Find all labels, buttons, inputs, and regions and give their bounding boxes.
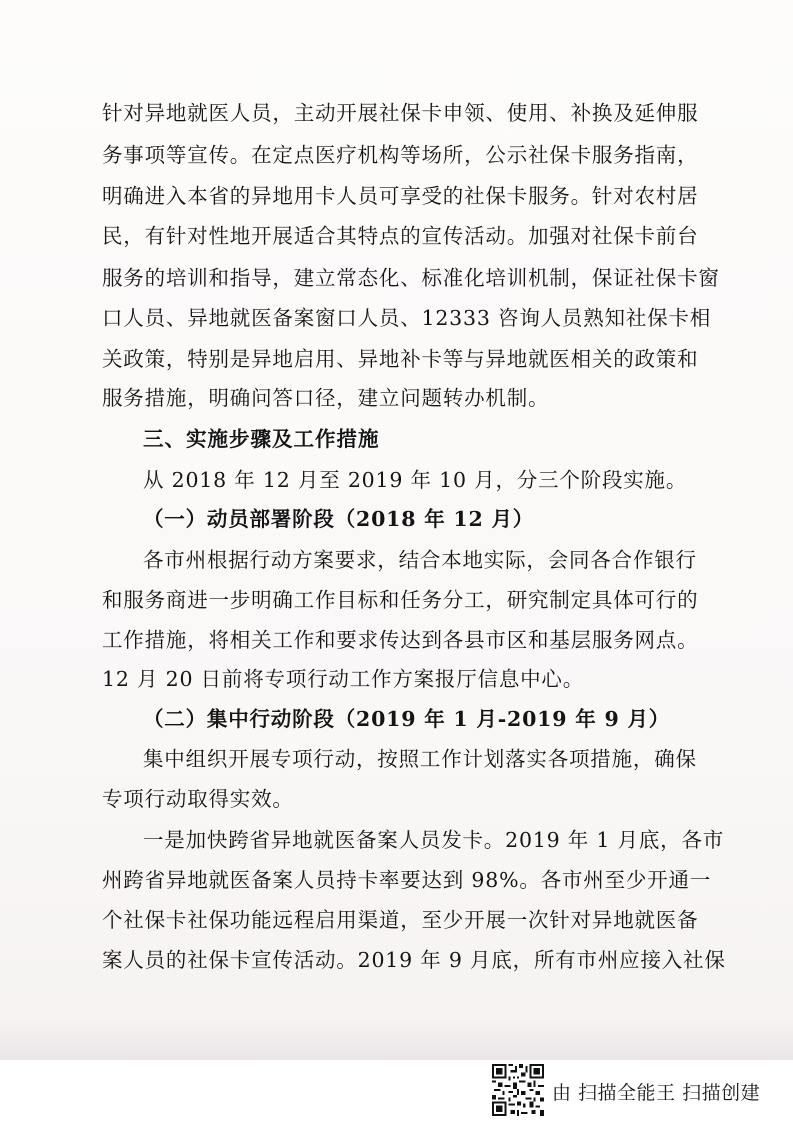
text-line-1: 针对异地就医人员，主动开展社保卡申领、使用、补换及延伸服 [102, 101, 699, 125]
text-line-21: 个社保卡社保功能远程启用渠道，至少开展一次针对异地就医备 [102, 908, 699, 932]
text-line-15: 12 月 20 日前将专项行动工作方案报厅信息中心。 [102, 667, 585, 691]
text-line-2: 务事项等宣传。在定点医疗机构等场所，公示社保卡服务指南， [102, 143, 699, 167]
text-line-22: 案人员的社保卡宣传活动。2019 年 9 月底，所有市州应接入社保 [102, 948, 726, 972]
text-line-7: 关政策，特别是异地启用、异地补卡等与异地就医相关的政策和 [102, 347, 699, 371]
text-line-6: 口人员、异地就医备案窗口人员、12333 咨询人员熟知社保卡相 [102, 306, 712, 330]
text-line-10: 从 2018 年 12 月至 2019 年 10 月，分三个阶段实施。 [143, 468, 688, 492]
subheading-phase-2: （二）集中行动阶段（2019 年 1 月-2019 年 9 月） [143, 707, 671, 731]
scan-shadow [0, 1020, 793, 1060]
text-line-3: 明确进入本省的异地用卡人员可享受的社保卡服务。针对农村居 [102, 184, 699, 208]
text-line-19: 一是加快跨省异地就医备案人员发卡。2019 年 1 月底，各市 [143, 828, 725, 852]
text-line-12: 各市州根据行动方案要求，结合本地实际，会同各合作银行 [143, 548, 697, 572]
text-line-17: 集中组织开展专项行动，按照工作计划落实各项措施，确保 [143, 747, 697, 771]
text-line-4: 民，有针对性地开展适合其特点的宣传活动。加强对社保卡前台 [102, 224, 699, 248]
text-line-13: 和服务商进一步明确工作目标和任务分工，研究制定具体可行的 [102, 588, 699, 612]
text-line-8: 服务措施，明确问答口径，建立问题转办机制。 [102, 386, 550, 410]
text-line-5: 服务的培训和指导，建立常态化、标准化培训机制，保证社保卡窗 [102, 266, 720, 290]
section-heading: 三、实施步骤及工作措施 [143, 427, 380, 451]
qr-code-icon [492, 1064, 544, 1116]
scanner-brand-text: 由 扫描全能王 扫描创建 [552, 1082, 761, 1104]
subheading-phase-1: （一）动员部署阶段（2018 年 12 月） [143, 507, 535, 531]
text-line-20: 州跨省异地就医备案人员持卡率要达到 98%。各市州至少开通一 [102, 868, 712, 892]
text-line-18: 专项行动取得实效。 [102, 787, 294, 811]
text-line-14: 工作措施，将相关工作和要求传达到各县市区和基层服务网点。 [102, 628, 699, 652]
